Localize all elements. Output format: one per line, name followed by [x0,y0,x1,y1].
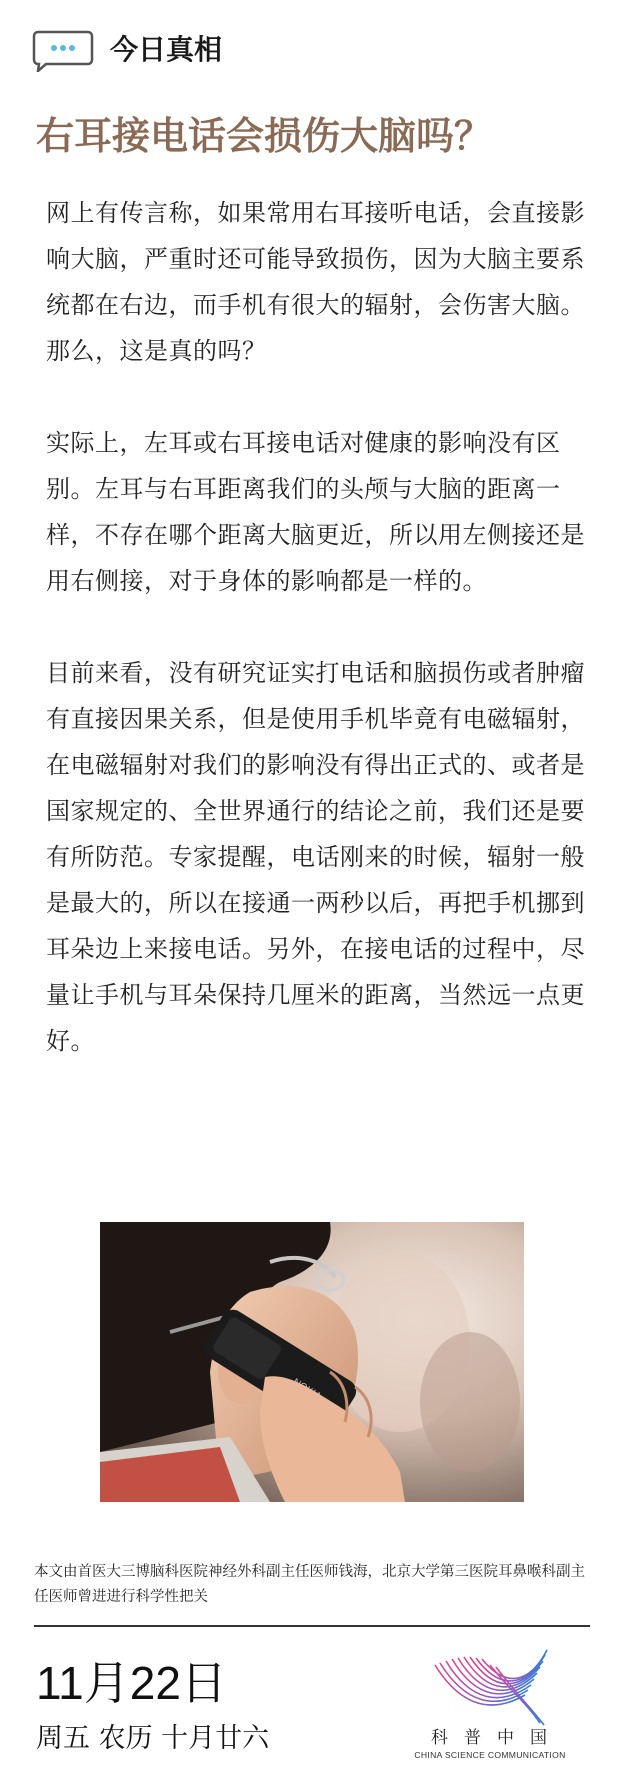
section-title: 今日真相 [110,33,223,66]
china-science-logo [400,1645,580,1765]
article-paragraph: 目前来看，没有研究证实打电话和脑损伤或者肿瘤有直接因果关系，但是使用手机毕竟有电磁辐射，在电磁辐射对我们的影响没有得出正式的、或者是国家规定的、全世界通行的结论之前，我们还是要有所防范。专家提醒，电话刚来的时候，辐射一般是最大的，所以在接通一两秒以后，再把手机挪到耳朵边上来接电话。另外，在接电话的过程中，尽量让手机与耳朵保持几厘米的距离，当然远一点更好。 [46,659,585,1055]
logo-ribbon-icon [430,1645,550,1727]
logo-chinese-text: 科普中国 [431,1728,563,1748]
article-paragraph: 网上有传言称，如果常用右耳接听电话，会直接影响大脑，严重时还可能导致损伤，因为大脑主要系统都在右边，而手机有很大的辐射，会伤害大脑。那么，这是真的吗？ [46,199,585,365]
article-paragraph: 实际上，左耳或右耳接电话对健康的影响没有区别。左耳与右耳距离我们的头颅与大脑的距离一样，不存在哪个距离大脑更近，所以用左侧接还是用右侧接，对于身体的影响都是一样的。 [46,429,585,595]
footer-divider [34,1625,590,1627]
page-header [0,0,623,100]
article-photo [100,1222,524,1502]
logo-english-text: CHINA SCIENCE COMMUNICATION [414,1750,566,1760]
article-body [46,190,586,1110]
photo-illustration [100,1222,524,1502]
article-headline: 右耳接电话会损伤大脑吗？ [36,114,493,158]
expert-review-credit: 本文由首医大三博脑科医院神经外科副主任医师钱海，北京大学第三医院耳鼻喉科副主任医师曾进进行科学性把关 [34,1564,585,1605]
speech-bubble-icon [32,30,94,72]
weekday-lunar-label: 周五 农历 十月廿六 [36,1723,270,1754]
date-label: 11月22日 [36,1657,227,1709]
